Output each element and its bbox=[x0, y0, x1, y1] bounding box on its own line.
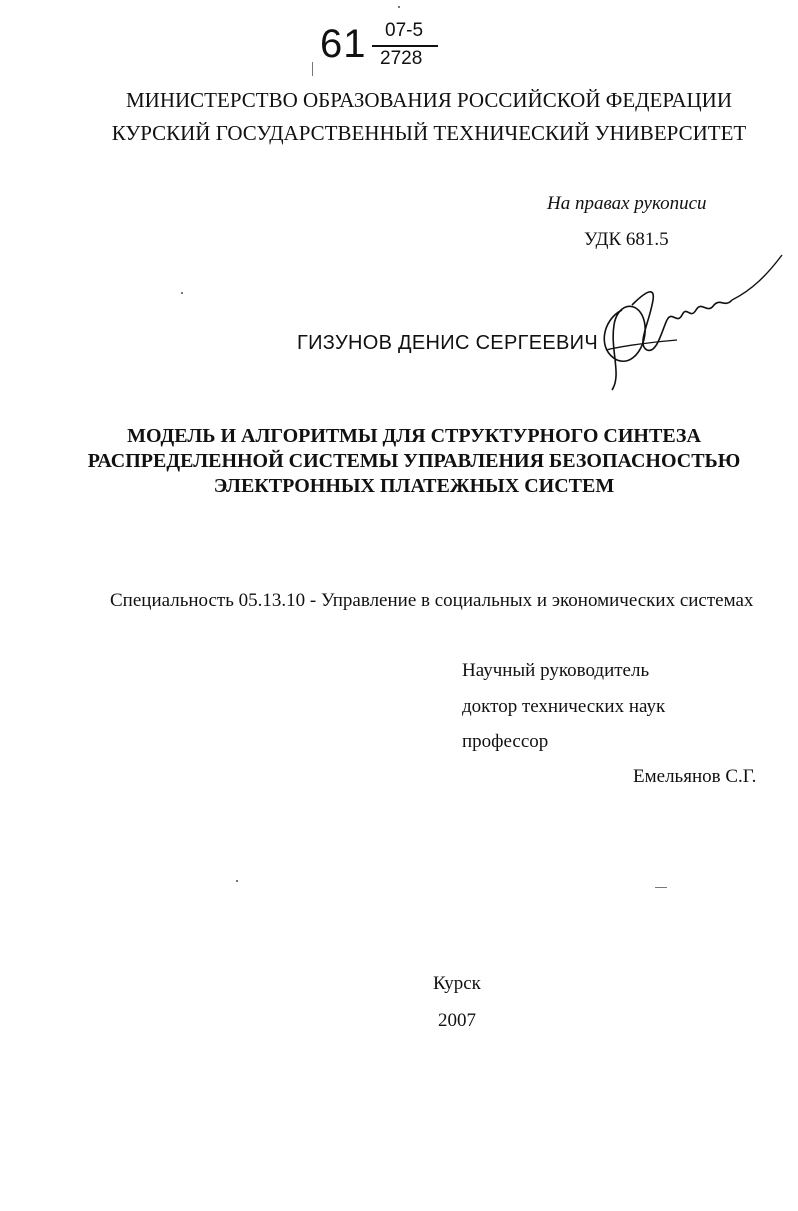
title-line: МОДЕЛЬ И АЛГОРИТМЫ ДЛЯ СТРУКТУРНОГО СИНТЕЗА bbox=[127, 425, 701, 447]
archive-stamp-divider bbox=[372, 45, 438, 47]
supervisor-role: Научный руководитель bbox=[462, 660, 650, 681]
archive-stamp-bottom: 2728 bbox=[380, 48, 423, 69]
supervisor-rank: профессор bbox=[462, 731, 549, 752]
year: 2007 bbox=[438, 1010, 476, 1031]
scan-speck bbox=[398, 6, 400, 8]
specialty-line: Специальность 05.13.10 - Управление в социальных и экономических системах bbox=[110, 590, 754, 611]
supervisor-degree: доктор технических наук bbox=[462, 696, 666, 717]
signature-icon bbox=[592, 250, 792, 400]
udk-code: УДК 681.5 bbox=[584, 229, 669, 250]
manuscript-rights: На правах рукописи bbox=[547, 193, 707, 214]
university-heading: КУРСКИЙ ГОСУДАРСТВЕННЫЙ ТЕХНИЧЕСКИЙ УНИВЕРСИТЕТ bbox=[111, 121, 747, 145]
supervisor-name: Емельянов С.Г. bbox=[633, 766, 757, 787]
archive-stamp-number: 61 bbox=[320, 22, 367, 66]
author-name: ГИЗУНОВ ДЕНИС СЕРГЕЕВИЧ bbox=[297, 332, 598, 354]
scan-speck bbox=[655, 887, 667, 888]
title-line: ЭЛЕКТРОННЫХ ПЛАТЕЖНЫХ СИСТЕМ bbox=[213, 475, 615, 497]
scan-speck bbox=[236, 880, 238, 882]
ministry-heading: МИНИСТЕРСТВО ОБРАЗОВАНИЯ РОССИЙСКОЙ ФЕДЕРАЦИИ bbox=[125, 88, 732, 112]
title-line: РАСПРЕДЕЛЕННОЙ СИСТЕМЫ УПРАВЛЕНИЯ БЕЗОПАСНОСТЬЮ bbox=[87, 450, 741, 472]
scan-speck bbox=[181, 292, 183, 294]
city: Курск bbox=[433, 973, 481, 994]
scan-speck bbox=[312, 62, 313, 76]
dissertation-title bbox=[0, 424, 798, 499]
archive-stamp-top: 07-5 bbox=[385, 20, 424, 41]
